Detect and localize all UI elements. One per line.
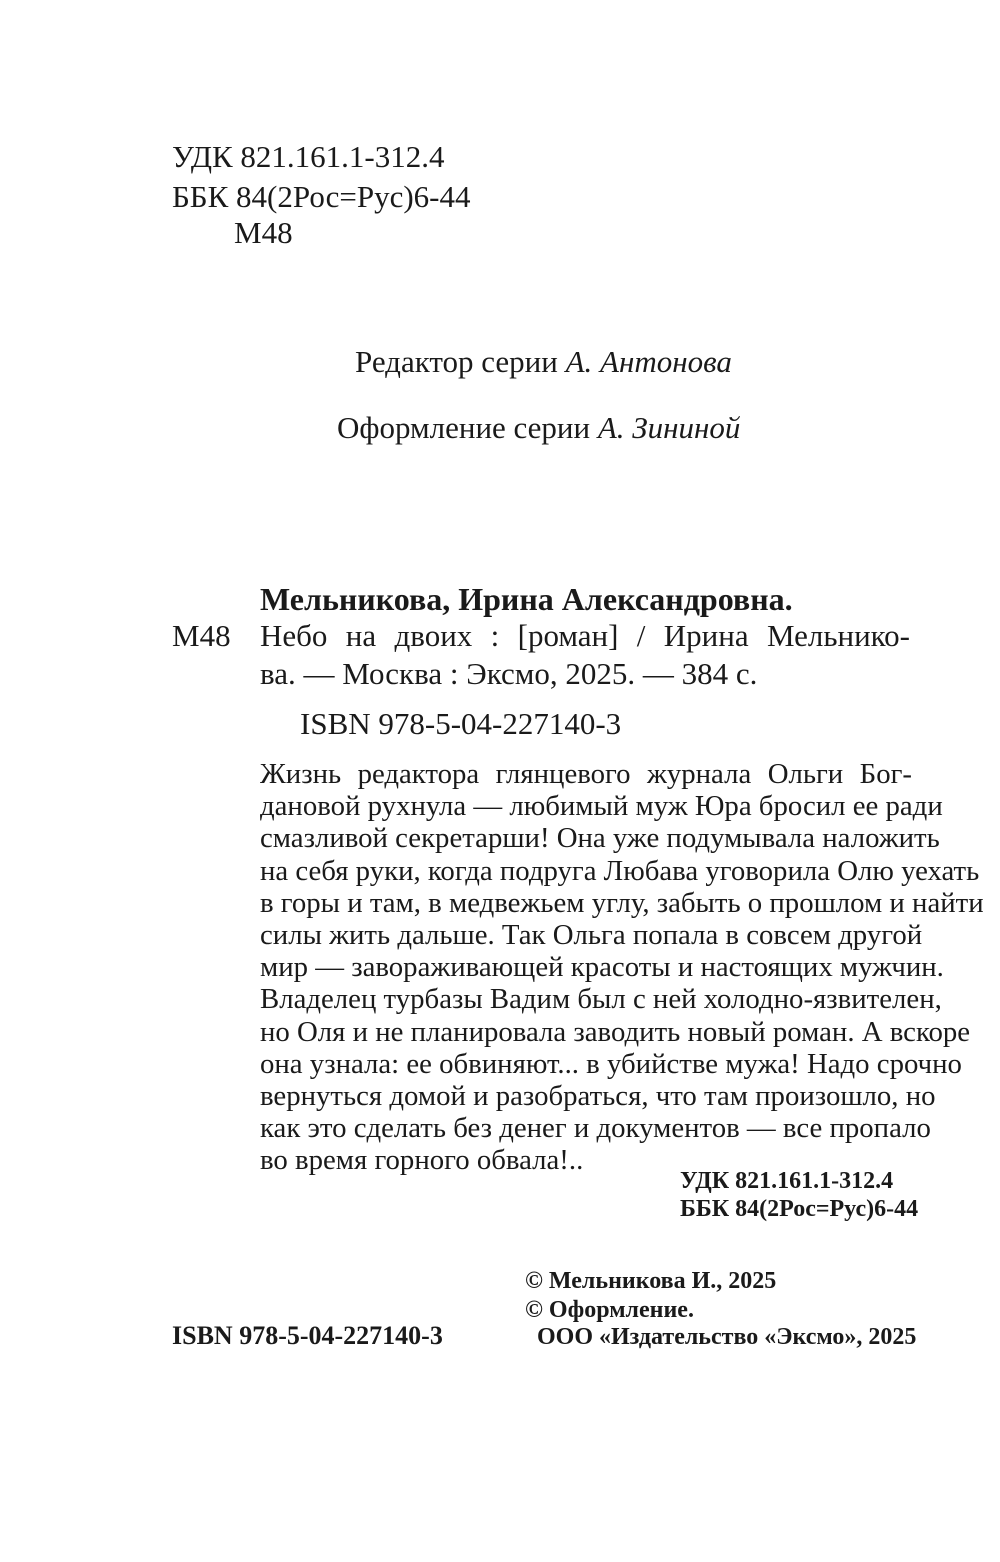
bbk-code-bottom: ББК 84(2Рос=Рус)6-44 — [680, 1196, 919, 1222]
annotation-line: Жизнь редактора глянцевого журнала Ольги Бог- — [260, 758, 912, 790]
copyright-design: © Оформление. — [525, 1297, 694, 1323]
author-sign-record: М48 — [172, 618, 231, 653]
annotation-line: мир — завораживающей красоты и настоящих мужчин. — [260, 951, 944, 984]
annotation-line: дановой рухнула — любимый муж Юра бросил ее ради — [260, 790, 943, 823]
annotation-line: в горы и там, в медвежьем углу, забыть о прошлом и найти — [260, 886, 984, 919]
annotation-line: как это сделать без денег и документов — все пропало — [260, 1112, 931, 1145]
udk-code-bottom: УДК 821.161.1-312.4 — [680, 1168, 894, 1194]
author-heading: Мельникова, Ирина Александровна. — [260, 581, 793, 617]
annotation-line: смазливой секретарши! Она уже подумывала наложить — [260, 822, 940, 855]
series-design-label: Оформление серии — [337, 410, 591, 445]
series-editor-name: А. Антонова — [565, 344, 732, 379]
series-design-credit — [337, 409, 740, 447]
annotation-line: на себя руки, когда подруга Любава уговорила Олю уехать — [260, 854, 980, 887]
series-editor-label: Редактор серии — [355, 344, 558, 379]
series-editor-credit — [355, 343, 732, 381]
annotation-line: вернуться домой и разобраться, что там произошло, но — [260, 1080, 936, 1113]
udk-code-top: УДК 821.161.1-312.4 — [172, 139, 445, 174]
annotation-line: она узнала: ее обвиняют... в убийстве мужа! Надо срочно — [260, 1047, 962, 1080]
bibliographic-record-line-2: ва. — Москва : Эксмо, 2025. — 384 с. — [260, 656, 758, 691]
copyright-author: © Мельникова И., 2025 — [525, 1268, 777, 1294]
bibliographic-record-line-1: Небо на двоих : [роман] / Ирина Мельнико- — [260, 618, 910, 653]
author-sign-top: М48 — [234, 215, 293, 250]
annotation-line: силы жить дальше. Так Ольга попала в совсем другой — [260, 919, 923, 952]
bbk-code-top: ББК 84(2Рос=Рус)6-44 — [172, 179, 471, 214]
isbn-bottom: ISBN 978-5-04-227140-3 — [172, 1321, 443, 1350]
annotation-line: но Оля и не планировала заводить новый роман. А вскоре — [260, 1015, 971, 1048]
annotation-line: во время горного обвала!.. — [260, 1144, 584, 1177]
isbn-record: ISBN 978-5-04-227140-3 — [300, 706, 622, 741]
annotation — [260, 758, 984, 1177]
annotation-line: Владелец турбазы Вадим был с ней холодно-язвителен, — [260, 983, 942, 1016]
copyright-publisher: ООО «Издательство «Эксмо», 2025 — [537, 1324, 917, 1350]
series-designer-name: А. Зининой — [597, 410, 741, 445]
